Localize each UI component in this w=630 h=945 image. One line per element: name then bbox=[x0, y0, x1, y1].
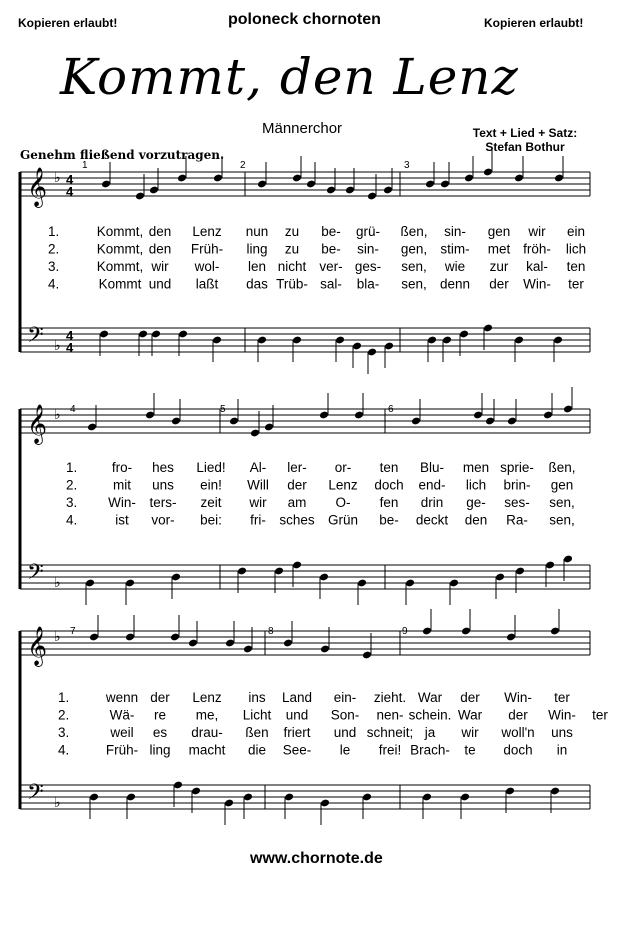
lyric-syllable: Lied! bbox=[196, 460, 226, 475]
lyric-syllable: kal- bbox=[526, 259, 548, 274]
measure-number: 1 bbox=[82, 160, 88, 171]
key-signature-flat: ♭ bbox=[54, 406, 61, 422]
treble-staff bbox=[20, 609, 590, 667]
lyric-syllable: frei! bbox=[378, 742, 402, 758]
lyric-syllable: uns bbox=[551, 725, 573, 740]
lyric-syllable: stim- bbox=[440, 241, 470, 257]
verse-number: 4. bbox=[66, 512, 78, 528]
footer-url: www.chornote.de bbox=[250, 850, 383, 867]
lyric-syllable: sches bbox=[279, 512, 315, 528]
lyric-syllable: ßen, bbox=[548, 460, 576, 475]
lyric-syllable: War bbox=[417, 690, 443, 705]
lyric-syllable: wol- bbox=[194, 259, 220, 274]
lyric-syllable: brin- bbox=[503, 477, 531, 493]
lyric-syllable: ßen, bbox=[400, 224, 428, 239]
lyric-syllable: in bbox=[556, 742, 568, 758]
lyric-syllable: nun bbox=[245, 224, 269, 239]
lyric-syllable: Kommt, bbox=[96, 224, 144, 239]
lyric-syllable: ist bbox=[115, 512, 129, 528]
lyric-syllable: weil bbox=[110, 725, 134, 740]
lyric-syllable: und bbox=[285, 707, 309, 723]
lyric-syllable: wie bbox=[444, 259, 466, 274]
lyric-syllable: be- bbox=[379, 512, 399, 528]
lyric-syllable: ein- bbox=[333, 690, 357, 705]
lyric-syllable: woll'n bbox=[501, 725, 535, 740]
lyric-syllable: end- bbox=[418, 477, 446, 493]
lyric-syllable: Früh- bbox=[105, 742, 139, 758]
lyric-syllable: be- bbox=[321, 224, 341, 239]
lyric-syllable: hes bbox=[152, 460, 174, 475]
measure-number: 5 bbox=[220, 404, 226, 415]
lyric-syllable: sen, bbox=[549, 512, 575, 528]
lyric-syllable: ten bbox=[566, 259, 586, 274]
verse-number: 2. bbox=[58, 707, 70, 723]
lyric-syllable: der bbox=[150, 690, 170, 705]
lyric-syllable: fröh- bbox=[523, 241, 551, 257]
lyric-syllable: Trüb- bbox=[276, 276, 308, 292]
lyric-syllable: ter bbox=[568, 276, 584, 292]
lyric-syllable: gen bbox=[550, 477, 574, 493]
lyric-syllable: Lenz bbox=[192, 224, 222, 239]
lyric-syllable: bei: bbox=[200, 512, 222, 528]
lyric-syllable: See- bbox=[282, 742, 312, 758]
treble-staff bbox=[20, 387, 590, 445]
lyric-syllable: Kommt, bbox=[96, 259, 144, 274]
lyric-syllable: bla- bbox=[356, 276, 380, 292]
treble-clef: 𝄞 bbox=[27, 168, 48, 206]
verse-number: 2. bbox=[48, 241, 60, 257]
lyric-syllable: der bbox=[287, 477, 307, 493]
lyric-syllable: vor- bbox=[151, 512, 175, 528]
lyric-syllable: ins bbox=[248, 690, 266, 705]
lyric-syllable: den bbox=[148, 241, 172, 257]
lyric-syllable: ein! bbox=[200, 477, 222, 493]
lyric-syllable: zur bbox=[489, 259, 509, 274]
lyric-syllable: Lenz bbox=[192, 690, 222, 705]
lyric-syllable: wir bbox=[528, 224, 546, 239]
key-signature-flat: ♭ bbox=[54, 794, 61, 810]
measure-number: 3 bbox=[404, 160, 410, 171]
lyric-syllable: be- bbox=[321, 241, 341, 257]
lyric-syllable: es bbox=[152, 725, 168, 740]
lyric-syllable: Wä- bbox=[109, 707, 135, 723]
lyric-syllable: Brach- bbox=[410, 742, 450, 758]
lyric-syllable: le bbox=[339, 742, 351, 758]
system-2 bbox=[20, 387, 590, 605]
lyric-syllable: friert bbox=[283, 725, 311, 740]
lyric-syllable: lich bbox=[565, 241, 587, 257]
verse-number: 1. bbox=[58, 690, 70, 705]
lyric-syllable: deckt bbox=[415, 512, 449, 528]
lyric-syllable: sal- bbox=[320, 276, 342, 292]
lyric-syllable: uns bbox=[152, 477, 174, 493]
lyric-syllable: nicht bbox=[277, 259, 307, 274]
lyric-syllable: schneit; bbox=[366, 725, 414, 740]
measure-number: 8 bbox=[268, 626, 274, 637]
verse-number: 2. bbox=[66, 477, 78, 493]
verse-number: 4. bbox=[48, 276, 60, 292]
lyric-syllable: fro- bbox=[111, 460, 133, 475]
bass-clef: 𝄢 bbox=[27, 559, 44, 589]
lyric-syllable: ge- bbox=[466, 495, 486, 510]
lyric-syllable: ling bbox=[149, 742, 171, 758]
time-signature-top: 4 bbox=[66, 172, 74, 187]
lyric-syllable: die bbox=[247, 742, 267, 758]
treble-clef: 𝄞 bbox=[27, 405, 48, 443]
lyric-syllable: sen, bbox=[401, 259, 427, 274]
bass-clef: 𝄢 bbox=[27, 779, 44, 809]
lyric-syllable: War bbox=[457, 707, 483, 723]
lyric-syllable: wir bbox=[461, 725, 479, 740]
lyric-syllable: schein. bbox=[408, 707, 452, 723]
lyric-syllable: wir bbox=[151, 259, 169, 274]
key-signature-flat: ♭ bbox=[54, 628, 61, 644]
lyric-syllable: or- bbox=[334, 460, 352, 475]
lyric-syllable: grü- bbox=[355, 224, 381, 239]
lyric-syllable: ten bbox=[379, 460, 399, 475]
verse-number: 3. bbox=[48, 259, 60, 274]
bass-staff bbox=[20, 322, 590, 374]
lyric-syllable: ges- bbox=[354, 259, 382, 274]
lyric-syllable: den bbox=[464, 512, 488, 528]
lyric-syllable: gen, bbox=[400, 241, 428, 257]
lyric-syllable: denn bbox=[439, 276, 471, 292]
lyric-syllable: ßen bbox=[245, 725, 269, 740]
lyric-syllable: und bbox=[333, 725, 357, 740]
lyric-syllable: ja bbox=[424, 725, 436, 740]
lyric-syllable: der bbox=[489, 276, 509, 292]
treble-clef: 𝄞 bbox=[27, 627, 48, 665]
lyric-syllable: zu bbox=[284, 241, 300, 257]
lyric-syllable: sin- bbox=[444, 224, 466, 239]
lyric-syllable: te bbox=[464, 742, 476, 758]
lyric-syllable: len bbox=[247, 259, 267, 274]
lyric-syllable: macht bbox=[188, 742, 226, 758]
lyric-syllable: ses- bbox=[504, 495, 530, 510]
lyric-syllable: wir bbox=[249, 495, 267, 510]
measure-number: 9 bbox=[402, 626, 408, 637]
lyric-syllable: nen- bbox=[376, 707, 404, 723]
verse-number: 3. bbox=[66, 495, 78, 510]
choir-type: Männerchor bbox=[262, 120, 343, 137]
lyric-syllable: sprie- bbox=[500, 460, 534, 475]
lyric-syllable: wenn bbox=[105, 690, 139, 705]
bass-clef: 𝄢 bbox=[27, 322, 44, 352]
lyric-syllable: doch bbox=[503, 742, 533, 758]
system-1 bbox=[20, 150, 590, 374]
lyric-syllable: drin bbox=[420, 495, 444, 510]
verse-number: 3. bbox=[58, 725, 70, 740]
credit-line-2: Stefan Bothur bbox=[485, 140, 565, 154]
verse-number: 1. bbox=[48, 224, 60, 239]
lyric-syllable: zeit bbox=[200, 495, 222, 510]
time-signature-top: 4 bbox=[66, 328, 74, 343]
lyric-syllable: Win- bbox=[523, 276, 551, 292]
lyric-syllable: Früh- bbox=[190, 241, 224, 257]
tempo-marking: Genehm fließend vorzutragen. bbox=[20, 148, 225, 162]
lyric-syllable: gen bbox=[487, 224, 511, 239]
lyric-syllable: Win- bbox=[504, 690, 532, 705]
lyric-syllable: der bbox=[460, 690, 480, 705]
key-signature-flat: ♭ bbox=[54, 337, 61, 353]
song-title: Kommt, den Lenz bbox=[60, 48, 519, 106]
lyric-syllable: das bbox=[246, 276, 268, 292]
measure-number: 7 bbox=[70, 626, 76, 637]
lyric-syllable: fen bbox=[379, 495, 399, 510]
lyric-syllable: ters- bbox=[149, 495, 177, 510]
lyric-syllable: ter bbox=[554, 690, 570, 705]
lyric-syllable: den bbox=[148, 224, 172, 239]
lyric-syllable: laßt bbox=[195, 276, 219, 292]
lyric-syllable: met bbox=[487, 241, 511, 257]
lyric-syllable: Win- bbox=[548, 707, 576, 723]
measure-number: 6 bbox=[388, 404, 394, 415]
lyric-syllable: ter bbox=[592, 707, 608, 723]
lyric-syllable: sen, bbox=[401, 276, 427, 292]
lyric-syllable: zieht. bbox=[373, 690, 407, 705]
lyric-syllable: Kommt bbox=[98, 276, 142, 292]
lyric-syllable: ver- bbox=[319, 259, 343, 274]
bass-staff bbox=[20, 555, 590, 605]
copy-note-left: Kopieren erlaubt! bbox=[18, 16, 118, 30]
lyric-syllable: Kommt, bbox=[96, 241, 144, 257]
lyric-syllable: Al- bbox=[249, 460, 267, 475]
lyric-syllable: Blu- bbox=[419, 460, 445, 475]
lyric-syllable: Grün bbox=[327, 512, 359, 528]
lyric-syllable: me, bbox=[195, 707, 219, 723]
lyric-syllable: zu bbox=[284, 224, 300, 239]
lyric-syllable: Ra- bbox=[506, 512, 528, 528]
lyric-syllable: O- bbox=[335, 495, 351, 510]
system-3 bbox=[20, 609, 608, 825]
treble-staff bbox=[20, 150, 590, 208]
publisher-name: poloneck chornoten bbox=[228, 11, 381, 28]
lyric-syllable: Lenz bbox=[328, 477, 358, 493]
key-signature-flat: ♭ bbox=[54, 574, 61, 590]
lyric-syllable: ling bbox=[246, 241, 268, 257]
lyric-syllable: drau- bbox=[191, 725, 223, 740]
lyric-syllable: und bbox=[148, 276, 172, 292]
systems-container bbox=[20, 150, 608, 825]
lyric-syllable: doch bbox=[374, 477, 404, 493]
lyric-syllable: re bbox=[153, 707, 167, 723]
measure-number: 2 bbox=[240, 160, 246, 171]
credit-line-1: Text + Lied + Satz: bbox=[472, 126, 578, 140]
time-signature-bottom: 4 bbox=[66, 184, 74, 199]
verse-number: 1. bbox=[66, 460, 78, 475]
verse-number: 4. bbox=[58, 742, 70, 758]
lyric-syllable: sin- bbox=[357, 241, 379, 257]
key-signature-flat: ♭ bbox=[54, 169, 61, 185]
lyric-syllable: der bbox=[508, 707, 528, 723]
bass-staff bbox=[20, 779, 590, 825]
lyric-syllable: am bbox=[287, 495, 307, 510]
lyric-syllable: men bbox=[462, 460, 490, 475]
lyric-syllable: Son- bbox=[330, 707, 360, 723]
lyric-syllable: Licht bbox=[242, 707, 272, 723]
lyric-syllable: Will bbox=[247, 477, 269, 493]
time-signature-bottom: 4 bbox=[66, 340, 74, 355]
lyric-syllable: sen, bbox=[549, 495, 575, 510]
lyric-syllable: Win- bbox=[108, 495, 136, 510]
measure-number: 4 bbox=[70, 404, 76, 415]
copy-note-right: Kopieren erlaubt! bbox=[484, 16, 584, 30]
lyric-syllable: ler- bbox=[287, 460, 307, 475]
lyric-syllable: Land bbox=[281, 690, 313, 705]
lyric-syllable: fri- bbox=[250, 512, 266, 528]
lyric-syllable: ein bbox=[566, 224, 586, 239]
lyric-syllable: lich bbox=[465, 477, 487, 493]
lyric-syllable: mit bbox=[113, 477, 131, 493]
